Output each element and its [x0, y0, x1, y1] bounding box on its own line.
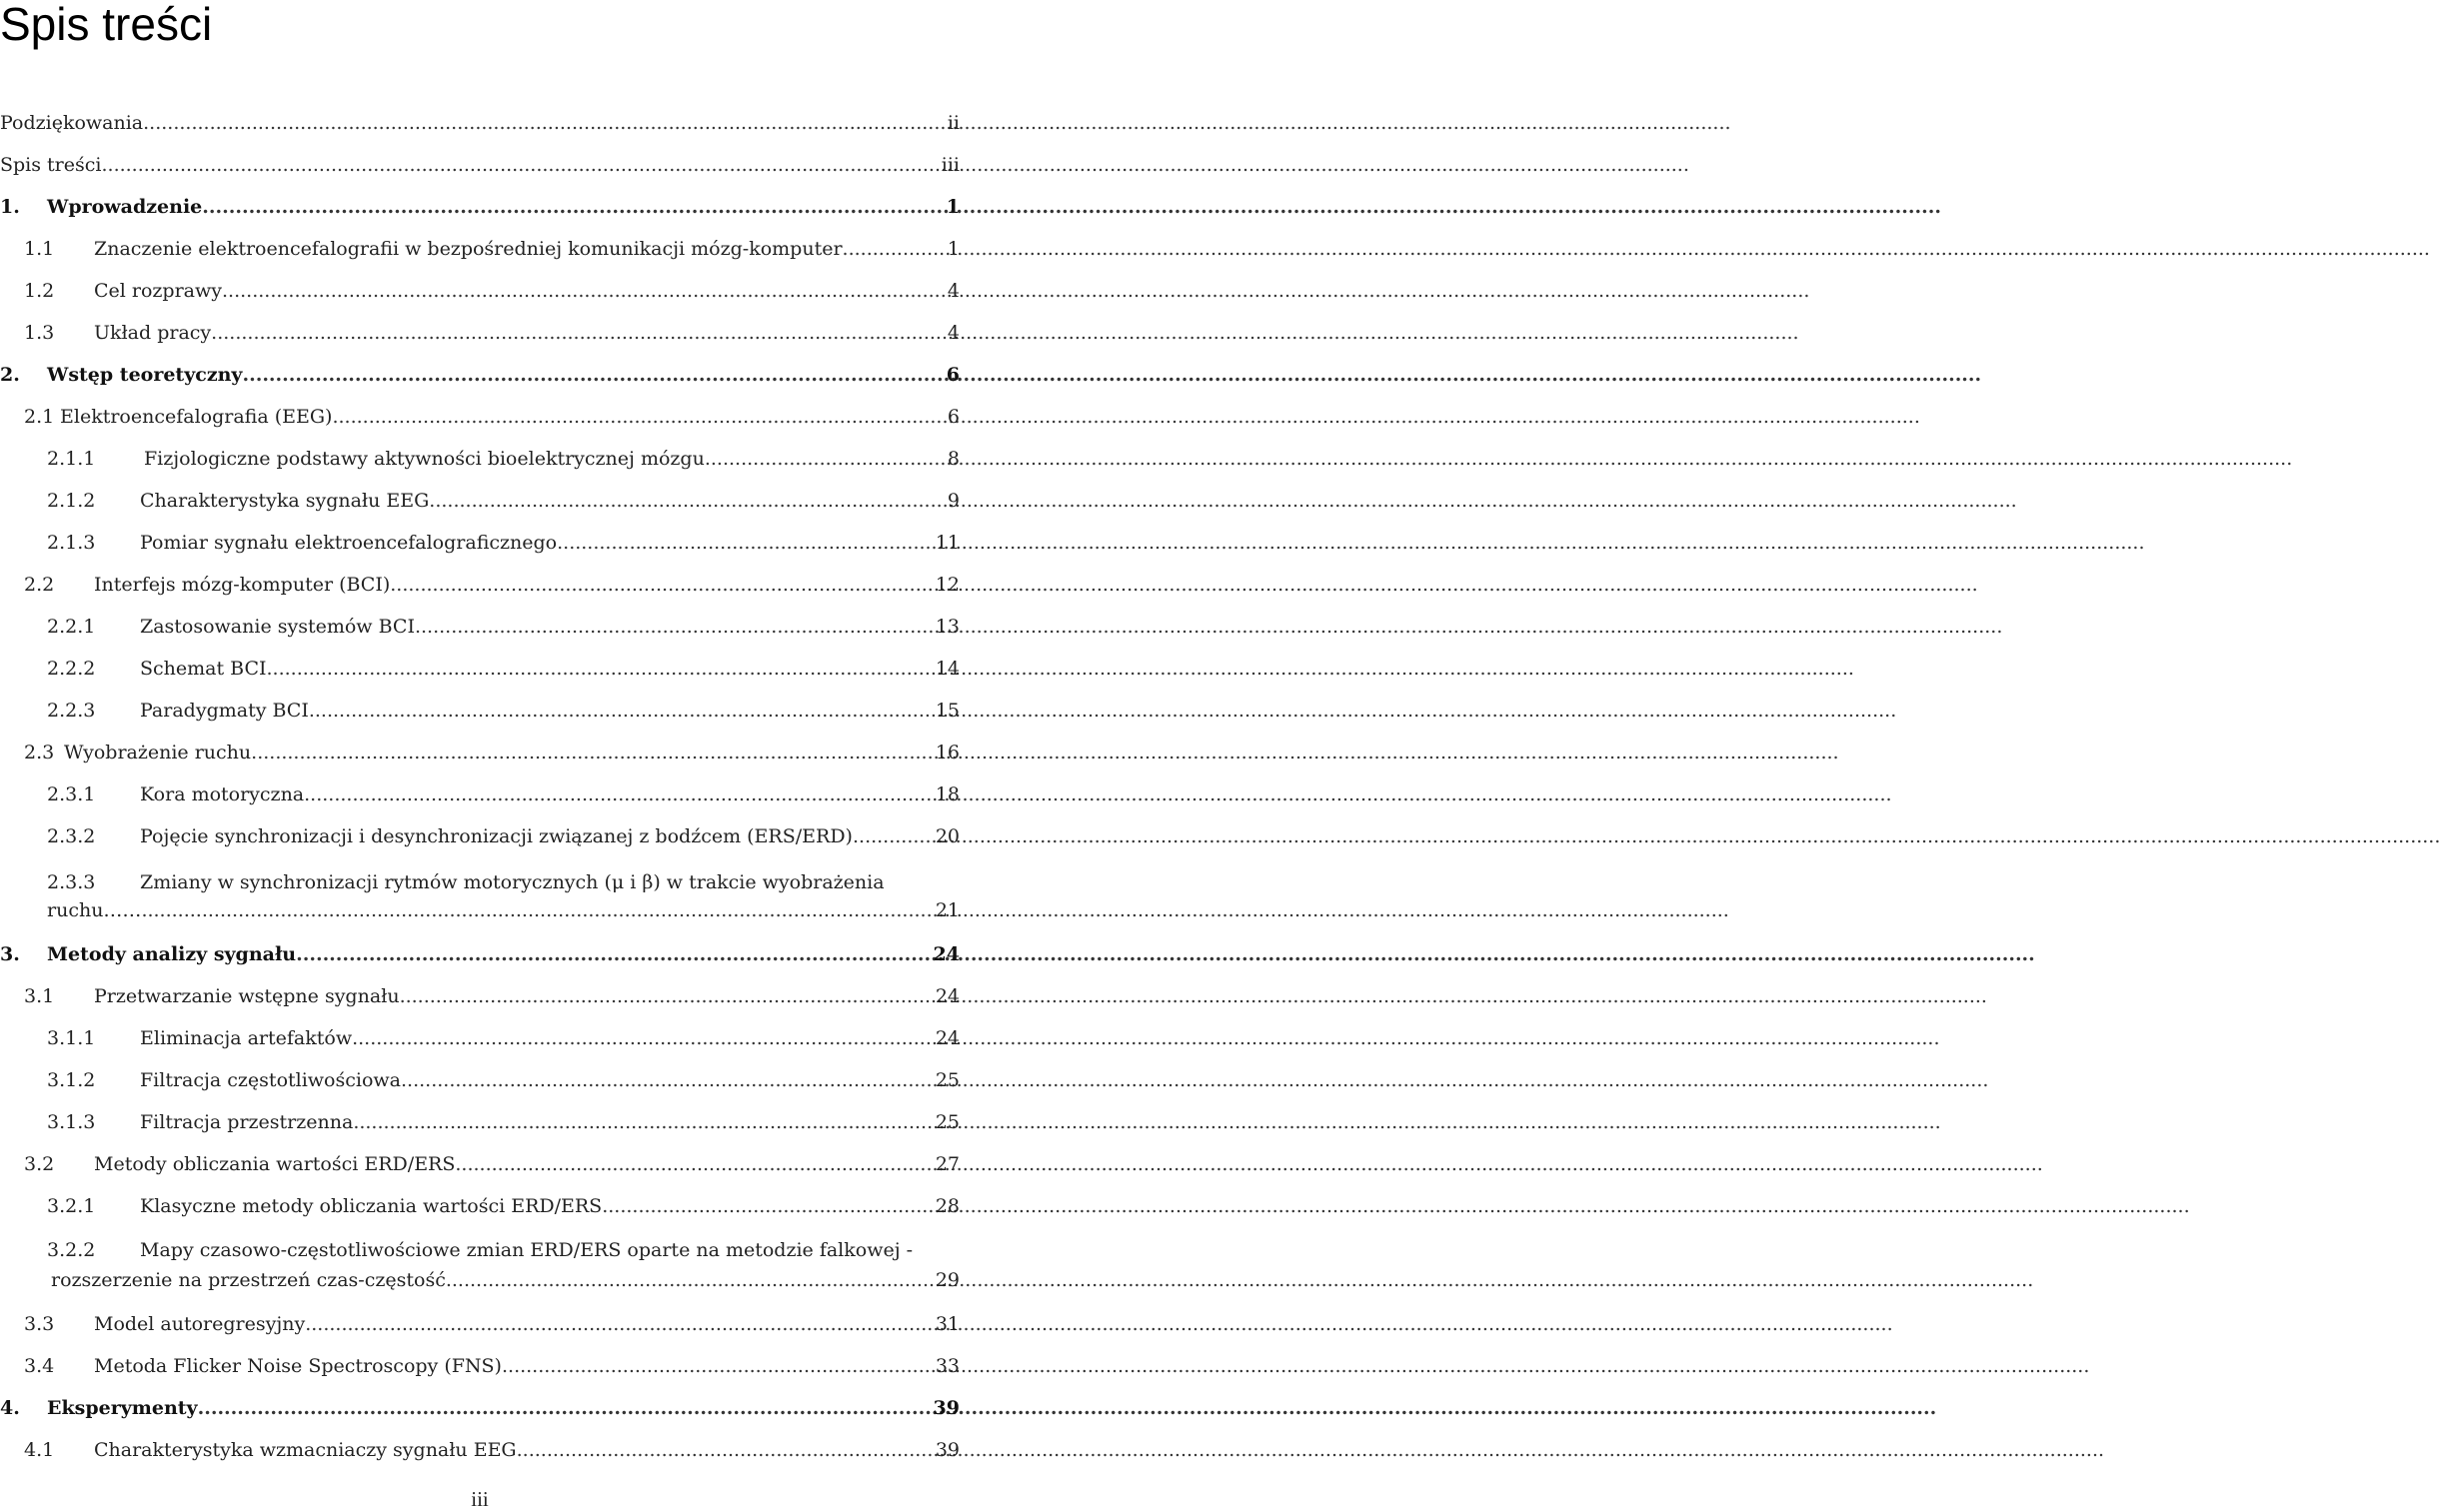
toc-entry-number: 2.: [0, 364, 20, 386]
toc-entry[interactable]: [0, 364, 960, 400]
toc-entry-number: 3.1.2: [47, 1069, 96, 1091]
toc-entry-number: 1.3: [24, 322, 55, 344]
toc-entry-label: Mapy czasowo-częstotliwościowe zmian ERD/ERS oparte na metodzie falkowej -: [140, 1239, 914, 1261]
toc-entry[interactable]: [0, 943, 960, 979]
toc-entry-page: 25: [935, 1111, 960, 1133]
toc-entry-page: 33: [935, 1355, 960, 1377]
toc-entry-page: 6: [946, 364, 960, 386]
toc-entry-label: Filtracja częstotliwościowa: [140, 1069, 401, 1091]
toc-entry-page: 39: [935, 1439, 960, 1461]
toc-entry[interactable]: [0, 742, 960, 777]
toc-entry[interactable]: [0, 700, 960, 736]
dot-leader: [400, 985, 935, 1007]
toc-entry-number: 2.3.3: [47, 871, 96, 893]
toc-entry[interactable]: [0, 1111, 960, 1147]
toc-entry-label: Zastosowanie systemów BCI: [140, 616, 415, 638]
toc-entry-label: Podziękowania: [0, 112, 144, 134]
toc-entry-number: 2.3.1: [47, 783, 96, 805]
toc-entry-page: 15: [935, 700, 960, 722]
dot-leader: [305, 1313, 935, 1335]
dot-leader: [502, 1355, 935, 1377]
toc-entry-page: 29: [935, 1269, 960, 1291]
toc-entry-number: 3.3: [24, 1313, 55, 1335]
toc-entry-number: 2.2.2: [47, 658, 96, 680]
toc-entry[interactable]: [0, 658, 960, 694]
toc-entry-page: 39: [933, 1397, 960, 1419]
toc-entry-page: 28: [935, 1195, 960, 1217]
toc-entry-page: 9: [947, 490, 960, 512]
toc-entry-page: iii: [941, 154, 960, 176]
toc-entry-number: 3.: [0, 943, 20, 965]
dot-leader: [202, 196, 946, 218]
toc-entry-number: 3.4: [24, 1355, 55, 1377]
toc-entry[interactable]: [0, 1439, 960, 1475]
dot-leader: [309, 700, 935, 722]
toc-entry-page: 20: [935, 825, 960, 847]
toc-entry-number: 4.: [0, 1397, 20, 1419]
toc-entry-label: Wstęp teoretyczny: [47, 364, 243, 386]
dot-leader: [101, 154, 940, 176]
toc-entry-label: Układ pracy: [94, 322, 212, 344]
dot-leader: [141, 899, 934, 921]
dot-leader: [446, 1269, 935, 1291]
toc-entry[interactable]: [0, 899, 960, 935]
toc-entry[interactable]: [0, 490, 960, 526]
toc-entry-page: 1: [947, 238, 960, 260]
toc-entry-page: 14: [935, 658, 960, 680]
toc-entry-number: 2.3.2: [47, 825, 96, 847]
toc-entry-page: ii: [947, 112, 960, 134]
dot-leader: [557, 532, 935, 554]
toc-entry[interactable]: [0, 1397, 960, 1433]
toc-entry[interactable]: [0, 280, 960, 316]
dot-leader: [304, 783, 935, 805]
toc-entry-page: 25: [935, 1069, 960, 1091]
toc-entry-number: 3.2: [24, 1153, 55, 1175]
toc-entry[interactable]: [0, 985, 960, 1021]
toc-entry-label: Cel rozprawy: [94, 280, 222, 302]
toc-entry[interactable]: [0, 574, 960, 610]
toc-entry-page: 24: [935, 985, 960, 1007]
toc-entry-number: 2.1.1: [47, 448, 96, 470]
toc-entry-label: Fizjologiczne podstawy aktywności bioelektrycznej mózgu: [144, 448, 705, 470]
dot-leader: [222, 280, 947, 302]
toc-entry-number: 3.2.1: [47, 1195, 96, 1217]
toc-entry-label: Klasyczne metody obliczania wartości ERD/ERS: [140, 1195, 603, 1217]
toc-entry-page: 4: [947, 322, 960, 344]
toc-entry[interactable]: [0, 322, 960, 358]
toc-entry[interactable]: [0, 196, 960, 232]
toc-entry-label: Eksperymenty: [47, 1397, 198, 1419]
dot-leader: [429, 490, 947, 512]
toc-entry-label: Metoda Flicker Noise Spectroscopy (FNS): [94, 1355, 502, 1377]
dot-leader: [602, 1195, 935, 1217]
toc-entry-number: 3.1.3: [47, 1111, 96, 1133]
dot-leader: [390, 574, 935, 596]
toc-entry[interactable]: [0, 783, 960, 819]
toc-entry-label: Model autoregresyjny: [94, 1313, 306, 1335]
dot-leader: [517, 1439, 935, 1461]
toc-entry-number: 3.1.1: [47, 1027, 96, 1049]
toc-entry[interactable]: [0, 1269, 960, 1305]
dot-leader: [705, 448, 947, 470]
dot-leader: [198, 1397, 933, 1419]
dot-leader: [455, 1153, 934, 1175]
toc-entry-label: Interfejs mózg-komputer (BCI): [94, 574, 391, 596]
dot-leader: [242, 364, 945, 386]
toc-entry-label: ruchu……: [47, 899, 142, 921]
toc-entry[interactable]: [0, 1195, 960, 1231]
toc-entry-number: 2.3: [24, 742, 55, 763]
toc-entry[interactable]: [0, 1069, 960, 1105]
toc-entry-number: 1.: [0, 196, 20, 218]
toc-entry[interactable]: [0, 1313, 960, 1349]
toc-entry-label: Metody analizy sygnału: [47, 943, 297, 965]
toc-entry-page: 4: [947, 280, 960, 302]
toc-entry-label: Pojęcie synchronizacji i desynchronizacji związanej z bodźcem (ERS/ERD): [140, 825, 853, 847]
toc-entry[interactable]: [0, 825, 960, 861]
toc-entry-number: 2.1.2: [47, 490, 96, 512]
toc-entry[interactable]: [0, 112, 960, 148]
toc-entry-label: Filtracja przestrzenna: [140, 1111, 354, 1133]
toc-entry-label: Wyobrażenie ruchu: [64, 742, 252, 763]
toc-entry-label: Spis treści: [0, 154, 102, 176]
toc-entry[interactable]: [0, 1027, 960, 1063]
toc-entry-page: 18: [935, 783, 960, 805]
toc-entry[interactable]: [0, 406, 960, 442]
toc-entry[interactable]: [0, 1153, 960, 1189]
toc-entry-label: Kora motoryczna: [140, 783, 305, 805]
toc-entry-label: Charakterystyka sygnału EEG: [140, 490, 430, 512]
toc-entry[interactable]: [0, 448, 960, 484]
toc-entry-label: Znaczenie elektroencefalografii w bezpośredniej komunikacji mózg-komputer: [94, 238, 843, 260]
toc-entry-number: 1.2: [24, 280, 55, 302]
dot-leader: [415, 616, 935, 638]
toc-entry[interactable]: [0, 154, 960, 190]
toc-entry-page: 13: [935, 616, 960, 638]
toc-entry-page: 11: [935, 532, 960, 554]
toc-entry[interactable]: [0, 532, 960, 568]
dot-leader: [211, 322, 947, 344]
toc-entry-page: 31: [935, 1313, 960, 1335]
toc-entry-label: rozszerzenie na przestrzeń czas-częstość: [51, 1269, 446, 1291]
toc-entry-number: 4.1: [24, 1439, 55, 1461]
toc-entry-label: Pomiar sygnału elektroencefalograficznego: [140, 532, 558, 554]
toc-entry-label: Schemat BCI: [140, 658, 267, 680]
dot-leader: [401, 1069, 935, 1091]
toc-entry-page: 24: [935, 1027, 960, 1049]
page-title: Spis treści: [0, 0, 213, 50]
toc-entry-page: 12: [935, 574, 960, 596]
dot-leader: [251, 742, 935, 763]
dot-leader: [296, 943, 932, 965]
toc-entry-number: 1.1: [24, 238, 55, 260]
table-of-contents: [0, 0, 960, 1512]
toc-entry-label: Zmiany w synchronizacji rytmów motorycznych (μ i β) w trakcie wyobrażenia: [140, 871, 885, 893]
dot-leader: [353, 1111, 935, 1133]
dot-leader: [843, 238, 947, 260]
page-number-footer: iii: [471, 1487, 489, 1511]
dot-leader: [332, 406, 946, 428]
toc-entry-label: Paradygmaty BCI: [140, 700, 309, 722]
toc-entry-label: Przetwarzanie wstępne sygnału: [94, 985, 400, 1007]
toc-entry-page: 1: [946, 196, 960, 218]
toc-entry-number: 2.2: [24, 574, 55, 596]
toc-entry-number: 2.2.3: [47, 700, 96, 722]
toc-entry-number: 2.1.3: [47, 532, 96, 554]
toc-entry-first-line[interactable]: [47, 1239, 947, 1261]
toc-entry[interactable]: [0, 238, 960, 274]
toc-entry-first-line[interactable]: [47, 871, 947, 893]
toc-entry-label: Metody obliczania wartości ERD/ERS: [94, 1153, 456, 1175]
toc-entry-page: 24: [933, 943, 960, 965]
toc-entry-label: Charakterystyka wzmacniaczy sygnału EEG: [94, 1439, 517, 1461]
toc-entry-number: 3.1: [24, 985, 55, 1007]
dot-leader: [352, 1027, 935, 1049]
toc-entry-page: 21: [935, 899, 960, 921]
toc-entry-page: 16: [935, 742, 960, 763]
toc-entry-label: Elektroencefalografia (EEG): [60, 406, 333, 428]
toc-entry-number: 2.1: [24, 406, 55, 428]
toc-entry-label: Wprowadzenie: [47, 196, 203, 218]
toc-entry[interactable]: [0, 616, 960, 652]
dot-leader: [853, 825, 935, 847]
toc-entry-label: Eliminacja artefaktów: [140, 1027, 353, 1049]
toc-entry-number: 2.2.1: [47, 616, 96, 638]
toc-entry-page: 8: [947, 448, 960, 470]
toc-entry-number: 3.2.2: [47, 1239, 96, 1261]
toc-entry[interactable]: [0, 1355, 960, 1391]
dot-leader: [143, 112, 947, 134]
toc-entry-page: 6: [947, 406, 960, 428]
dot-leader: [267, 658, 935, 680]
toc-entry-page: 27: [935, 1153, 960, 1175]
